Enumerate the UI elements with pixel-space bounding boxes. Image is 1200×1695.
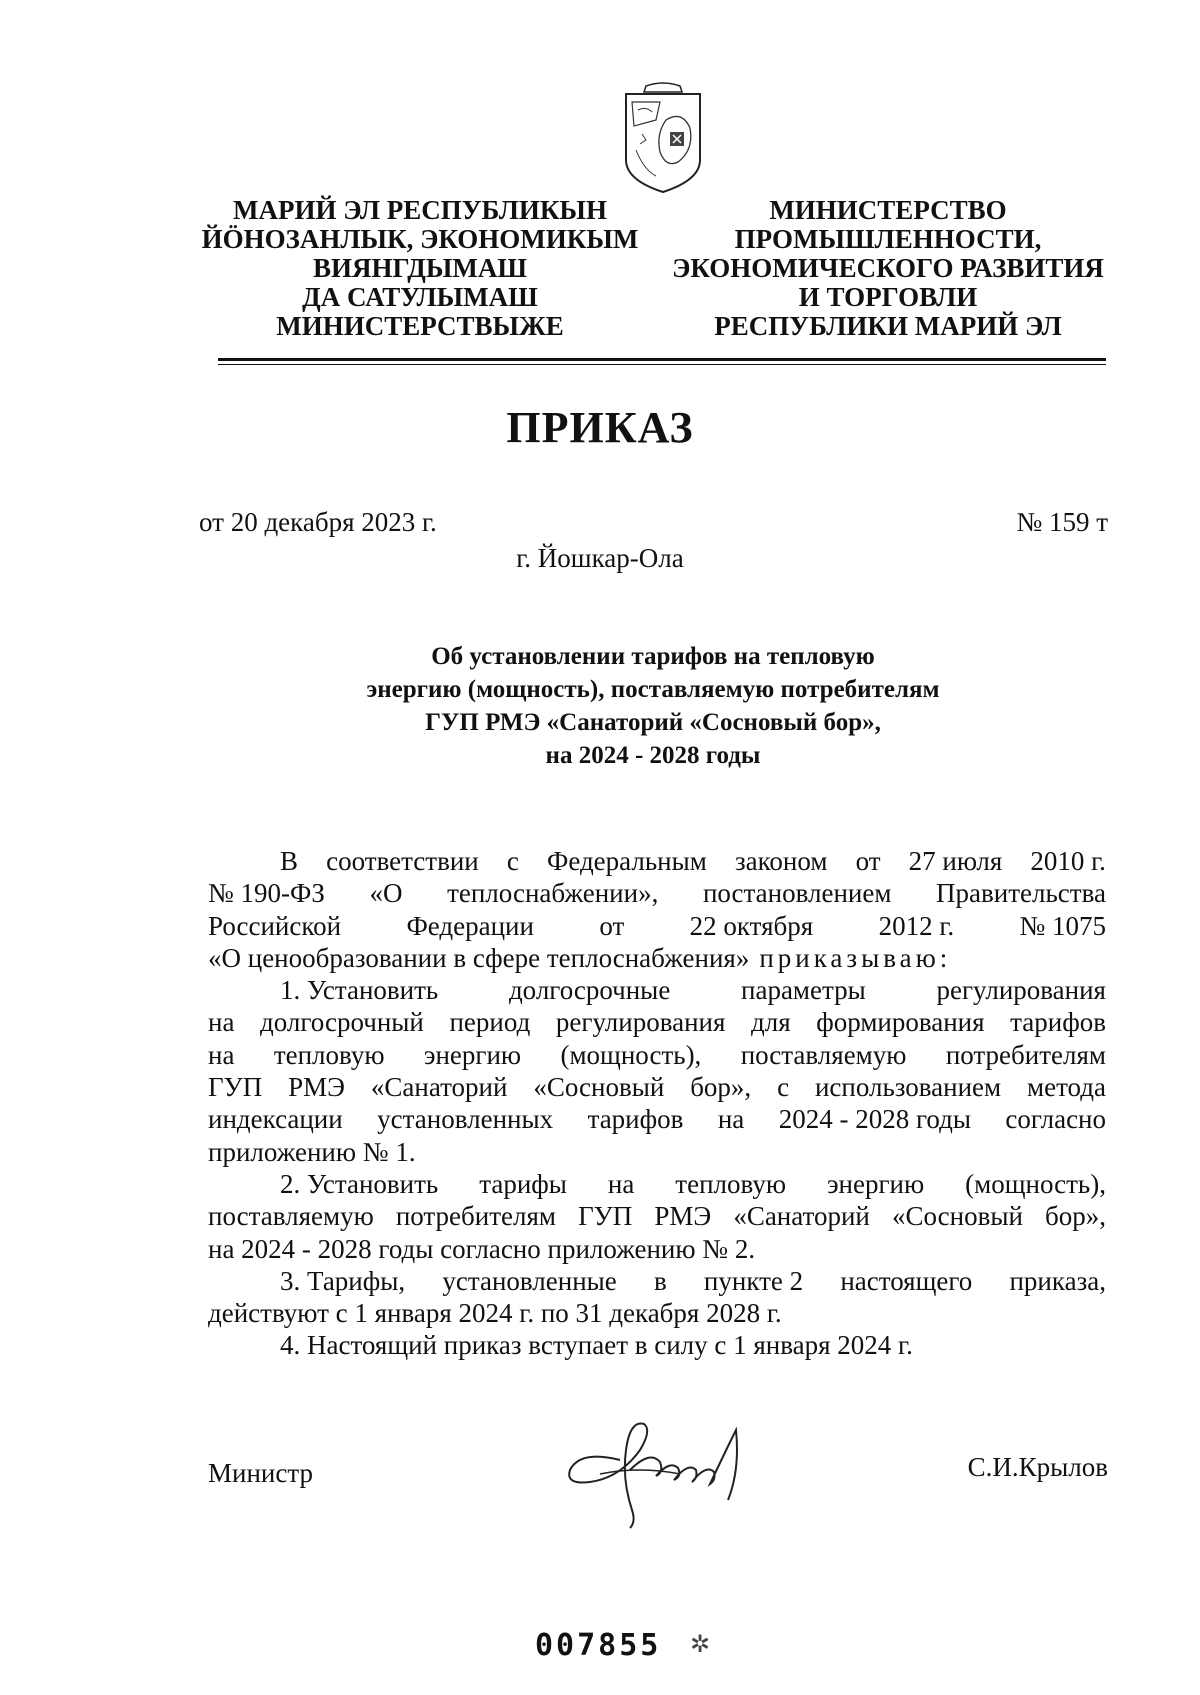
body-word: согласно: [1005, 1104, 1106, 1135]
body-word: «Сосновый: [891, 1201, 1023, 1232]
header-right-line: ПРОМЫШЛЕННОСТИ,: [734, 224, 1042, 254]
body-word: долгосрочный: [260, 1007, 424, 1038]
document-title: ПРИКАЗ: [506, 403, 694, 452]
body-line: [208, 1200, 1106, 1232]
body-word: метода: [1027, 1072, 1106, 1103]
body-line: [208, 974, 1106, 1006]
body-word: действуют с 1 января 2024 г. по 31 декабря 2028 г.: [208, 1298, 782, 1329]
body-word: на: [208, 1007, 235, 1038]
header-divider-thin: [218, 364, 1106, 365]
body-word: потребителям: [395, 1201, 556, 1232]
body-word: тарифов: [587, 1104, 684, 1135]
body-word: РМЭ: [654, 1201, 712, 1232]
header-left-line: ВИЯНГДЫМАШ: [312, 253, 528, 283]
body-word: период: [449, 1007, 531, 1038]
coat-of-arms-emblem: [616, 80, 710, 196]
document-subject: [200, 640, 1106, 772]
header-left-line: МИНИСТЕРСТВЫЖЕ: [276, 311, 564, 341]
body-word: поставляемую: [740, 1039, 907, 1070]
body-word: В: [280, 846, 299, 876]
body-word: от: [599, 910, 625, 941]
body-word: Федерации: [406, 910, 534, 941]
body-word: 2012 г.: [878, 910, 955, 941]
body-word: 3. Тарифы,: [280, 1265, 406, 1296]
body-word: 2. Установить: [280, 1168, 439, 1199]
header-right-line: И ТОРГОВЛИ: [798, 282, 978, 312]
body-word: 1. Установить: [280, 975, 439, 1006]
body-word: на: [607, 1168, 635, 1199]
body-word: постановлением: [702, 878, 892, 909]
subject-line: на 2024 - 2028 годы: [545, 742, 761, 769]
body-word: 4. Настоящий приказ вступает в силу с 1 января 2024 г.: [280, 1330, 913, 1361]
header-right-line: РЕСПУБЛИКИ МАРИЙ ЭЛ: [714, 311, 1062, 341]
body-word: бор»,: [690, 1072, 752, 1103]
body-word: «О: [369, 878, 403, 909]
body-word: от: [855, 846, 881, 876]
body-line: [208, 1297, 1106, 1329]
body-word: 22 октября: [689, 910, 814, 941]
decorative-star-mark: ✲: [690, 1632, 711, 1658]
header-right-line: МИНИСТЕРСТВО: [769, 195, 1007, 225]
body-word: 2024 - 2028 годы: [778, 1104, 971, 1135]
body-word: энергию: [423, 1039, 522, 1070]
body-word: (мощность),: [965, 1168, 1106, 1199]
body-word: № 190-ФЗ: [208, 878, 325, 909]
body-word: установленные: [442, 1265, 617, 1296]
body-word: тепловую: [675, 1168, 786, 1199]
body-word: соответствии: [326, 846, 479, 876]
body-word: индексации: [208, 1104, 343, 1135]
body-line: [208, 845, 1106, 877]
body-word: ГУП: [578, 1201, 633, 1232]
document-body: [208, 845, 1106, 1362]
subject-line: энергию (мощность), поставляемую потребителям: [366, 676, 940, 703]
body-word: параметры: [741, 975, 866, 1006]
header-left-line: ЙӦНОЗАНЛЫК, ЭКОНОМИКЫМ: [201, 224, 639, 254]
body-word: Российской: [208, 910, 342, 941]
body-line: [208, 1071, 1106, 1103]
subject-line: Об установлении тарифов на тепловую: [431, 643, 875, 670]
body-word: тарифов: [1010, 1007, 1106, 1038]
body-word: энергию: [826, 1168, 925, 1199]
body-word: регулирования: [555, 1007, 726, 1038]
body-word: Правительства: [936, 878, 1106, 909]
body-word: № 1075: [1019, 910, 1106, 941]
header-left-line: МАРИЙ ЭЛ РЕСПУБЛИКЫН: [233, 195, 607, 225]
body-word: с: [777, 1072, 790, 1103]
body-word: РМЭ: [288, 1072, 345, 1103]
body-line: [208, 942, 1106, 974]
serial-number: 007855: [535, 1628, 662, 1663]
document-city: г. Йошкар-Ола: [516, 543, 684, 573]
body-word: приказа,: [1009, 1265, 1106, 1296]
body-line: [208, 1006, 1106, 1038]
body-word: законом: [735, 846, 828, 876]
header-divider-thick: [218, 358, 1106, 361]
body-word: использованием: [814, 1072, 1002, 1103]
body-word: в: [653, 1265, 667, 1296]
spaced-command-word: приказываю:: [759, 942, 952, 973]
body-word: «О ценообразовании в сфере теплоснабжения»: [208, 942, 750, 973]
body-word: бор»,: [1045, 1201, 1106, 1232]
body-word: приложению № 1.: [208, 1136, 416, 1167]
body-word: на: [717, 1104, 745, 1135]
body-word: потребителям: [945, 1039, 1106, 1070]
body-word: пункте 2: [703, 1265, 804, 1296]
body-word: на: [208, 1039, 235, 1070]
body-word: тепловую: [273, 1039, 385, 1070]
signatory-title: Министр: [208, 1458, 313, 1488]
body-word: «Сосновый: [533, 1072, 665, 1103]
body-word: Федеральным: [546, 846, 707, 876]
body-word: долгосрочные: [508, 975, 671, 1006]
body-word: теплоснабжении»,: [447, 878, 659, 909]
body-line: [208, 1265, 1106, 1297]
header-right-block: [668, 196, 1108, 341]
handwritten-signature: [560, 1410, 790, 1530]
body-word: тарифы: [479, 1168, 567, 1199]
body-word: поставляемую: [208, 1201, 374, 1232]
body-word: для: [751, 1007, 791, 1038]
body-line: [208, 877, 1106, 909]
body-word: (мощность),: [560, 1039, 702, 1070]
header-right-line: ЭКОНОМИЧЕСКОГО РАЗВИТИЯ: [672, 253, 1104, 283]
body-word: 2010 г.: [1030, 846, 1106, 876]
header-left-line: ДА САТУЛЫМАШ: [302, 282, 538, 312]
document-number: № 159 т: [1016, 507, 1108, 537]
body-word: формирования: [816, 1007, 985, 1038]
body-word: «Санаторий: [733, 1201, 870, 1232]
body-word: ГУП: [208, 1072, 263, 1103]
header-left-block: [200, 196, 640, 341]
document-date: от 20 декабря 2023 г.: [199, 507, 437, 537]
body-line: [208, 1039, 1106, 1071]
body-word: регулирования: [936, 975, 1106, 1006]
body-line: [208, 1103, 1106, 1135]
body-word: 27 июля: [908, 846, 1003, 876]
body-word: на 2024 - 2028 годы согласно приложению № 2.: [208, 1233, 756, 1264]
signatory-name: С.И.Крылов: [967, 1452, 1108, 1482]
body-word: установленных: [377, 1104, 554, 1135]
body-word: настоящего: [840, 1265, 973, 1296]
body-word: «Санаторий: [370, 1072, 508, 1103]
body-line: [208, 1168, 1106, 1200]
body-line: [208, 1233, 1106, 1265]
body-line: [208, 1329, 1106, 1361]
subject-line: ГУП РМЭ «Санаторий «Сосновый бор»,: [425, 709, 881, 736]
body-line: [208, 910, 1106, 942]
body-word: с: [506, 846, 519, 876]
body-line: [208, 1136, 1106, 1168]
